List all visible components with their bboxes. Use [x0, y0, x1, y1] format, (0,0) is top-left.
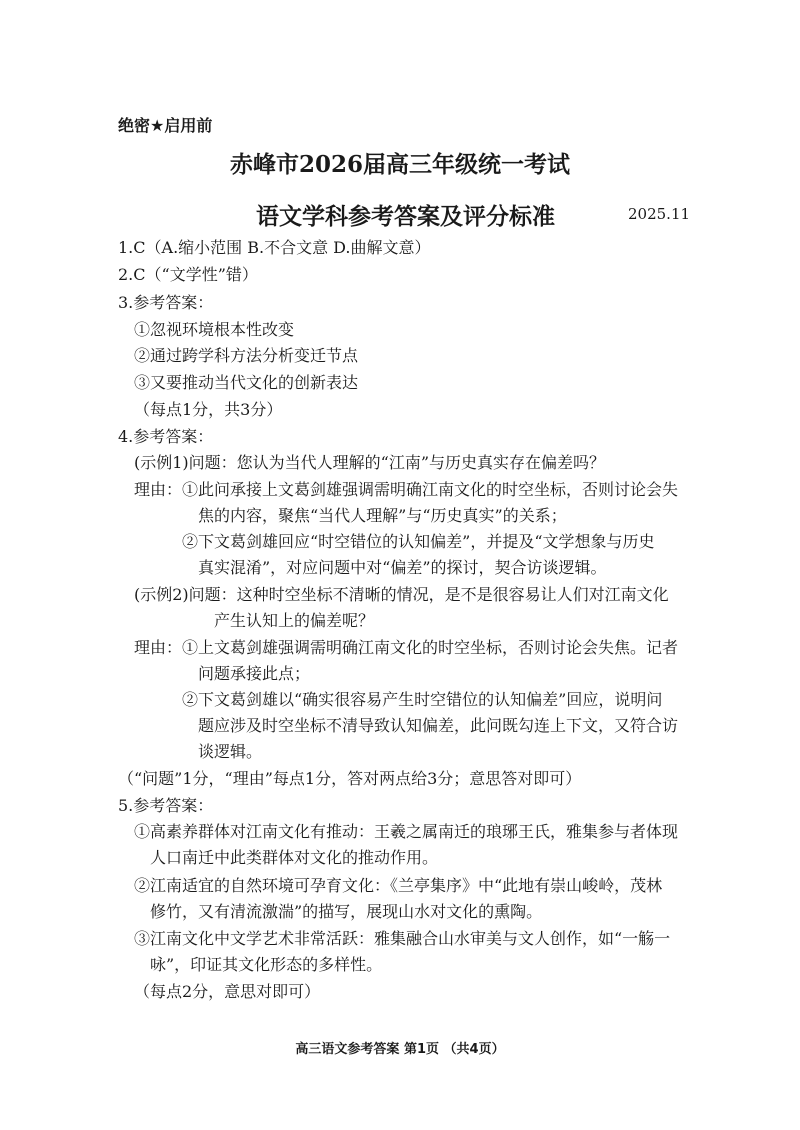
answer-q1: 1.C（A.缩小范围 B.不合文意 D.曲解文意） [118, 238, 431, 257]
q4-example1-reason-2: ②下文葛剑雄回应“时空错位的认知偏差”，并提及“文学想象与历史 [182, 532, 655, 551]
q4-example2-reason-2-end: 谈逻辑。 [198, 742, 263, 761]
answer-q2: 2.C（“文学性”错） [118, 265, 258, 284]
q5-score: （每点2分，意思对即可） [134, 982, 321, 1001]
q5-point-1-cont: 人口南迁中此类群体对文化的推动作用。 [150, 848, 439, 867]
q4-example2-reason-cont: 问题承接此点； [198, 664, 311, 683]
q4-score: （“问题”1分，“理由”每点1分，答对两点给3分；意思答对即可） [118, 769, 582, 788]
q4-heading: 4.参考答案： [118, 427, 214, 446]
q5-point-2-cont: 修竹，又有清流激湍”的描写，展现山水对文化的熏陶。 [150, 902, 543, 921]
q3-score: （每点1分，共3分） [134, 400, 283, 419]
exam-title: 赤峰市2026届高三年级统一考试 [229, 151, 570, 178]
q5-heading: 5.参考答案： [118, 796, 214, 815]
q4-example2-question-cont: 产生认知上的偏差呢？ [214, 611, 375, 630]
q4-example1-question: (示例1)问题：您认为当代人理解的“江南”与历史真实存在偏差吗？ [134, 453, 606, 472]
exam-date: 2025.11 [628, 205, 691, 223]
exam-subtitle: 语文学科参考答案及评分标准 [256, 203, 555, 230]
q5-point-2: ②江南适宜的自然环境可孕育文化：《兰亭集序》中“此地有崇山峻岭，茂林 [134, 876, 663, 895]
q5-point-1: ①高素养群体对江南文化有推动：王羲之属南迁的琅琊王氏，雅集参与者体现 [134, 822, 679, 841]
q3-point-2: ②通过跨学科方法分析变迁节点 [134, 346, 359, 365]
q5-point-3: ③江南文化中文学艺术非常活跃：雅集融合山水审美与文人创作，如“一觞一 [134, 929, 671, 948]
q5-point-3-cont: 咏”，印证其文化形态的多样性。 [150, 955, 383, 974]
q4-example2-reason: 理由：①上文葛剑雄强调需明确江南文化的时空坐标，否则讨论会失焦。记者 [134, 638, 679, 657]
q4-example1-reason-cont: 焦的内容，聚焦“当代人理解”与“历史真实”的关系； [198, 506, 567, 525]
q3-heading: 3.参考答案： [118, 293, 214, 312]
q4-example1-reason: 理由：①此问承接上文葛剑雄强调需明确江南文化的时空坐标，否则讨论会失 [134, 480, 679, 499]
q3-point-1: ①忽视环境根本性改变 [134, 320, 295, 339]
q4-example1-reason-2-cont: 真实混淆”，对应问题中对“偏差”的探讨，契合访谈逻辑。 [198, 558, 607, 577]
q4-example2-reason-2-cont: 题应涉及时空坐标不清导致认知偏差，此问既勾连上下文，又符合访 [198, 716, 679, 735]
confidential-label: 绝密★启用前 [118, 116, 213, 135]
q3-point-3: ③又要推动当代文化的创新表达 [134, 373, 359, 392]
page-footer: 高三语文参考答案 第1页 （共4页） [295, 1042, 505, 1057]
q4-example2-reason-2: ②下文葛剑雄以“确实很容易产生时空错位的认知偏差”回应，说明问 [182, 690, 663, 709]
q4-example2-question: (示例2)问题：这种时空坐标不清晰的情况，是不是很容易让人们对江南文化 [134, 585, 669, 604]
